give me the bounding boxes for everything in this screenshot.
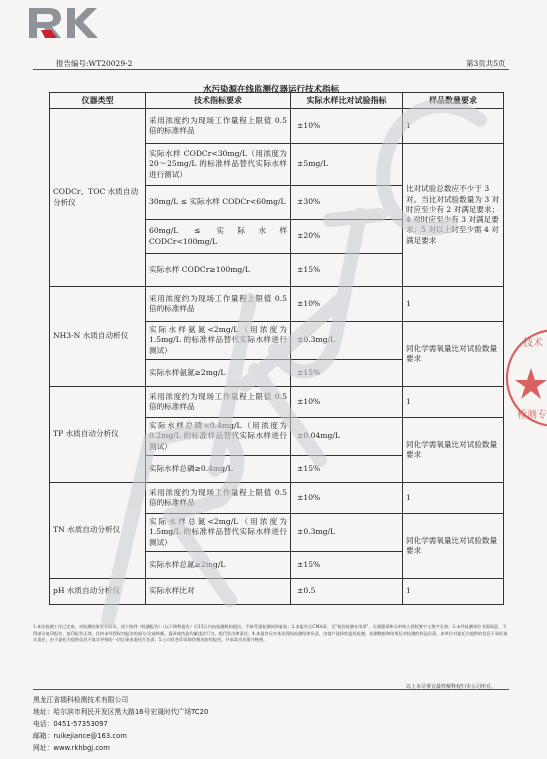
requirement-cell: 实际水样 CODCr<30mg/L（用浓度为 20～25mg/L 的标准样品替代实际水样进行测试）: [146, 144, 291, 186]
table-header-row: [50, 93, 504, 109]
index-cell: ±10%: [291, 287, 403, 322]
requirement-cell: 实际水样总磷<0.4mg/L（用浓度为 0.2mg/L 的标准样品替代实际水样进行测试）: [146, 418, 291, 456]
company-info: [33, 694, 208, 754]
quantity-cell: 1: [403, 579, 504, 605]
table-row: [50, 483, 504, 514]
index-cell: ±20%: [291, 220, 403, 254]
svg-text:检测专: 检测专: [517, 410, 547, 421]
header-technical-requirement: 技术指标要求: [146, 93, 291, 109]
company-phone: 电话：0451-57353097: [33, 720, 108, 728]
quantity-cell: 1: [403, 483, 504, 514]
requirement-cell: 采用浓度约为现场工作量程上限值 0.5 倍的标准样品: [146, 387, 291, 418]
header-divider: [33, 69, 509, 70]
requirement-cell: 实际水样氨氮≥2mg/L: [146, 360, 291, 387]
index-cell: ±0.3mg/L: [291, 514, 403, 552]
index-cell: ±10%: [291, 387, 403, 418]
requirement-cell: 实际水样总磷≥0.4mg/L: [146, 456, 291, 483]
instrument-type-cell: NH3-N 水质自动析仪: [50, 287, 146, 387]
index-cell: ±0.5: [291, 579, 403, 605]
requirement-cell: 30mg/L ≤ 实际水样 CODCr<60mg/L: [146, 186, 291, 220]
quantity-cell: 同化学需氧量比对试验数量要求: [403, 322, 504, 387]
requirement-cell: 60mg/L ≤ 实际水样 CODCr<100mg/L: [146, 220, 291, 254]
instrument-type-cell: TP 水质自动分析仪: [50, 387, 146, 483]
requirement-cell: 实际水样氨氮<2mg/L（用浓度为 1.5mg/L 的标准样品替代实际水样进行测试）: [146, 322, 291, 360]
instrument-type-cell: pH 水质自动分析仪: [50, 579, 146, 605]
index-cell: ±30%: [291, 186, 403, 220]
index-cell: ±15%: [291, 360, 403, 387]
footer-divider: [33, 689, 509, 690]
quantity-cell: 比对试验总数应不少于 3 对。当比对试验数量为 3 对时应至少有 2 对满足要求；4 对时应至少有 3 对满足要求；5 对以上时至少需 4 对满足要求: [403, 144, 504, 287]
instrument-type-cell: CODCr、TOC 水质自动分析仪: [50, 109, 146, 287]
requirement-cell: 实际水样 CODCr≥100mg/L: [146, 254, 291, 287]
requirement-cell: 实际水样总氮<2mg/L（用浓度为 1.5mg/L 的标准样品替代实际水样进行测试）: [146, 514, 291, 552]
index-cell: ±10%: [291, 109, 403, 144]
spec-table: [49, 92, 504, 605]
svg-text:技术: 技术: [523, 338, 543, 349]
table-row: [50, 109, 504, 144]
company-website: 网址：www.rkhbgj.com: [33, 744, 110, 752]
quantity-cell: 同化学需氧量比对试验数量要求: [403, 514, 504, 579]
index-cell: ±15%: [291, 254, 403, 287]
requirement-cell: 采用浓度约为现场工作量程上限值 0.5 倍的标准样品: [146, 483, 291, 514]
table-row: [50, 387, 504, 418]
table-title: 水污染源在线监测仪器运行技术指标: [202, 85, 339, 95]
company-seal: [505, 318, 547, 438]
footnote-right: 以上未尽事宜最终解释权归本公司所有。: [406, 684, 497, 690]
quantity-cell: 1: [403, 109, 504, 144]
report-number: 报告编号:WT20029-2: [56, 59, 133, 68]
requirement-cell: 采用浓度约为现场工作量程上限值 0.5 倍的标准样品: [146, 287, 291, 322]
index-cell: ±0.3mg/L: [291, 322, 403, 360]
company-logo: [27, 6, 102, 40]
index-cell: ±15%: [291, 552, 403, 579]
company-name: 黑龙江省瑞科检测技术有限公司: [33, 696, 129, 704]
instrument-type-cell: TN 水质自动分析仪: [50, 483, 146, 579]
index-cell: ±5mg/L: [291, 144, 403, 186]
company-address: 地址：哈尔滨市利民开发区黑大路16号宏晟时代广场TC20: [33, 708, 209, 716]
requirement-cell: 实际水样比对: [146, 579, 291, 605]
quantity-cell: 1: [403, 387, 504, 418]
index-cell: ±10%: [291, 483, 403, 514]
header-instrument-type: 仪器类型: [50, 93, 146, 109]
index-cell: ±15%: [291, 456, 403, 483]
index-cell: ±0.04mg/L: [291, 418, 403, 456]
company-email: 邮箱：ruikejiance@163.com: [33, 732, 127, 740]
table-row: [50, 287, 504, 322]
page-number: 第3页共5页: [466, 59, 506, 68]
requirement-cell: 实际水样总氮≥2mg/L: [146, 552, 291, 579]
quantity-cell: 1: [403, 287, 504, 322]
table-row: [50, 579, 504, 605]
quantity-cell: 同化学需氧量比对试验数量要求: [403, 418, 504, 483]
header-sample-quantity: 样品数量要求: [403, 93, 504, 109]
report-footnote: 1.本次检测工作已完成，对检测结果若有异议，请于收到《检测报告》（以下简称报告）后15日内向检测机构提出，不接受重复测试和复检；2.本报告无CMA章、无"检验检测专用章"、无骑缝章和无审核人授权签字人签字无效；3.未经检测单位书面同意，不得部分复印报告，复印报告无效，任何未经授权对报告的部分/全部转载、篡改或伪造均属违法行为，组代发出律责任；4.本报告仅对本次现场检测结果负责，由客户选择的委托检测，检测数据和结果仅对检测的样品负责，本单位对委托方提供的信息不承担真实责任，由于委托方提供信息不真实导致的一切后果由委托方负责；5.公司红色印章防伪签名防伪报告，并承诺为其保守秘密。: [33, 624, 508, 642]
requirement-cell: 采用浓度约为现场工作量程上限值 0.5 倍的标准样品: [146, 109, 291, 144]
header-comparison-index: 实际水样比对试验指标: [291, 93, 403, 109]
